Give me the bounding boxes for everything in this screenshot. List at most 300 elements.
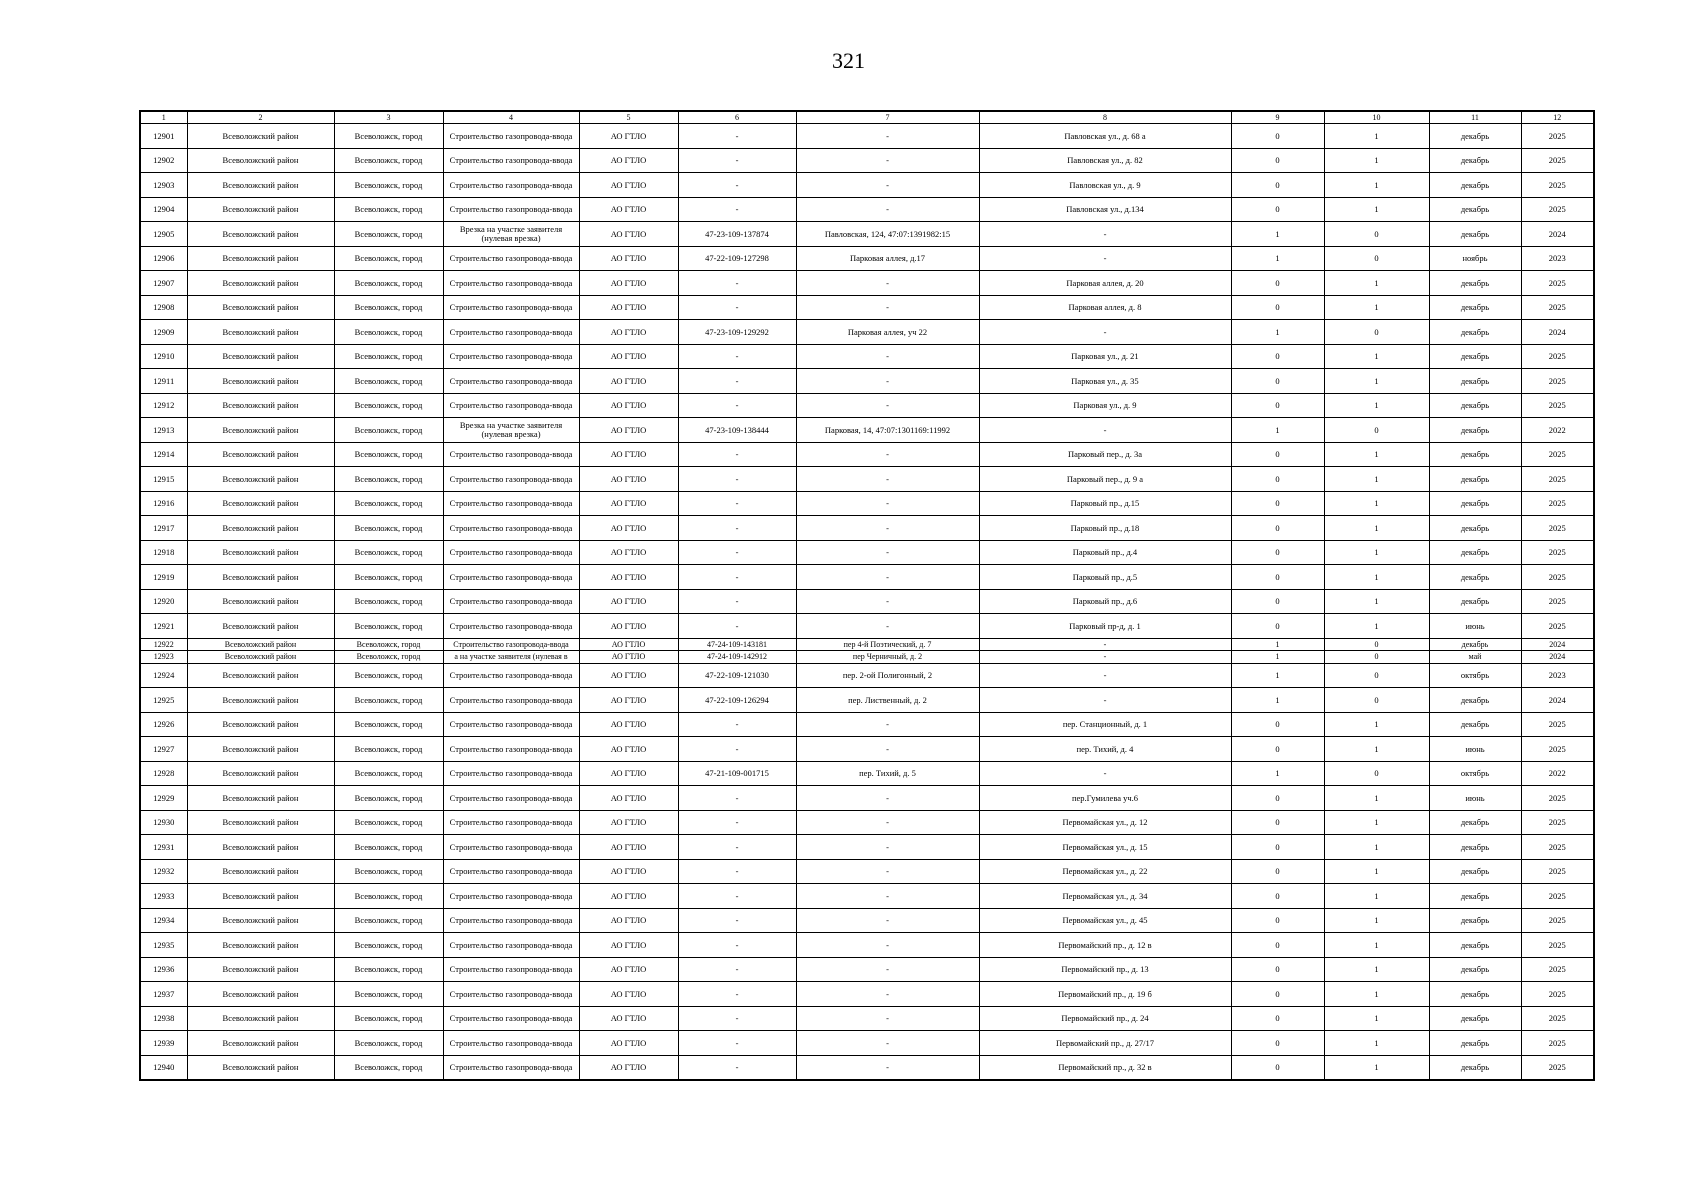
cell-count-b: 1 — [1324, 884, 1429, 909]
cell-applicant-address: - — [796, 933, 979, 958]
cell-count-a: 1 — [1231, 222, 1324, 247]
cell-row-number: 12934 — [140, 908, 187, 933]
table-row — [140, 1006, 1594, 1031]
table-row — [140, 651, 1594, 664]
cell-applicant-address: - — [796, 516, 979, 541]
cell-count-a: 1 — [1231, 688, 1324, 713]
cell-row-number: 12919 — [140, 565, 187, 590]
cell-applicant-address: - — [796, 295, 979, 320]
cell-object-address: Парковый пр., д.6 — [979, 589, 1231, 614]
cell-settlement: Всеволожск, город — [334, 859, 443, 884]
cell-work-type: Строительство газопровода-ввода — [443, 344, 579, 369]
cell-object-address: Парковая ул., д. 9 — [979, 393, 1231, 418]
cell-count-b: 1 — [1324, 737, 1429, 762]
cell-count-b: 1 — [1324, 344, 1429, 369]
cell-count-b: 1 — [1324, 810, 1429, 835]
cell-application-number: 47-23-109-137874 — [678, 222, 796, 247]
cell-district: Всеволожский район — [187, 859, 334, 884]
cell-count-a: 0 — [1231, 491, 1324, 516]
cell-application-number: - — [678, 589, 796, 614]
cell-month: октябрь — [1429, 761, 1521, 786]
cell-count-a: 0 — [1231, 516, 1324, 541]
cell-count-a: 1 — [1231, 418, 1324, 443]
cell-organization: АО ГТЛО — [579, 761, 678, 786]
cell-count-b: 1 — [1324, 957, 1429, 982]
cell-applicant-address: пер. 2-ой Полигонный, 2 — [796, 663, 979, 688]
table-row — [140, 197, 1594, 222]
cell-application-number: - — [678, 810, 796, 835]
cell-applicant-address: - — [796, 344, 979, 369]
cell-row-number: 12907 — [140, 271, 187, 296]
cell-count-a: 0 — [1231, 859, 1324, 884]
cell-application-number: - — [678, 835, 796, 860]
cell-work-type: Строительство газопровода-ввода — [443, 1006, 579, 1031]
cell-applicant-address: - — [796, 148, 979, 173]
cell-object-address: Парковая ул., д. 21 — [979, 344, 1231, 369]
column-number: 10 — [1324, 111, 1429, 124]
cell-count-a: 0 — [1231, 148, 1324, 173]
cell-object-address: пер. Тихий, д. 4 — [979, 737, 1231, 762]
cell-row-number: 12938 — [140, 1006, 187, 1031]
cell-count-b: 1 — [1324, 835, 1429, 860]
cell-organization: АО ГТЛО — [579, 908, 678, 933]
cell-settlement: Всеволожск, город — [334, 442, 443, 467]
table-row — [140, 982, 1594, 1007]
cell-applicant-address: - — [796, 565, 979, 590]
cell-object-address: Парковый пер., д. 3а — [979, 442, 1231, 467]
cell-count-b: 1 — [1324, 148, 1429, 173]
column-number: 4 — [443, 111, 579, 124]
cell-applicant-address: - — [796, 908, 979, 933]
cell-work-type: Строительство газопровода-ввода — [443, 884, 579, 909]
cell-work-type: Строительство газопровода-ввода — [443, 589, 579, 614]
cell-count-a: 0 — [1231, 369, 1324, 394]
cell-row-number: 12932 — [140, 859, 187, 884]
cell-district: Всеволожский район — [187, 467, 334, 492]
cell-month: декабрь — [1429, 516, 1521, 541]
cell-settlement: Всеволожск, город — [334, 761, 443, 786]
cell-object-address: Парковый пер., д. 9 а — [979, 467, 1231, 492]
cell-row-number: 12921 — [140, 614, 187, 639]
cell-district: Всеволожский район — [187, 320, 334, 345]
cell-count-b: 1 — [1324, 467, 1429, 492]
cell-object-address: Первомайский пр., д. 19 б — [979, 982, 1231, 1007]
cell-object-address: - — [979, 320, 1231, 345]
cell-count-a: 0 — [1231, 1031, 1324, 1056]
cell-count-a: 0 — [1231, 835, 1324, 860]
cell-organization: АО ГТЛО — [579, 222, 678, 247]
cell-district: Всеволожский район — [187, 638, 334, 651]
cell-row-number: 12928 — [140, 761, 187, 786]
table-row — [140, 418, 1594, 443]
cell-district: Всеволожский район — [187, 688, 334, 713]
cell-year: 2025 — [1521, 589, 1594, 614]
register-table — [139, 110, 1595, 1081]
cell-year: 2025 — [1521, 884, 1594, 909]
cell-application-number: - — [678, 393, 796, 418]
cell-district: Всеволожский район — [187, 1031, 334, 1056]
cell-month: декабрь — [1429, 589, 1521, 614]
cell-object-address: Парковая ул., д. 35 — [979, 369, 1231, 394]
cell-row-number: 12920 — [140, 589, 187, 614]
cell-district: Всеволожский район — [187, 369, 334, 394]
cell-application-number: - — [678, 1006, 796, 1031]
cell-work-type: Строительство газопровода-ввода — [443, 320, 579, 345]
cell-object-address: Первомайский пр., д. 32 в — [979, 1055, 1231, 1080]
cell-organization: АО ГТЛО — [579, 173, 678, 198]
cell-month: декабрь — [1429, 393, 1521, 418]
cell-object-address: - — [979, 222, 1231, 247]
cell-district: Всеволожский район — [187, 124, 334, 149]
table-row — [140, 467, 1594, 492]
cell-application-number: - — [678, 467, 796, 492]
cell-organization: АО ГТЛО — [579, 737, 678, 762]
cell-count-a: 0 — [1231, 737, 1324, 762]
cell-work-type: Строительство газопровода-ввода — [443, 516, 579, 541]
cell-organization: АО ГТЛО — [579, 614, 678, 639]
cell-organization: АО ГТЛО — [579, 565, 678, 590]
cell-application-number: - — [678, 1055, 796, 1080]
cell-row-number: 12911 — [140, 369, 187, 394]
cell-work-type: Строительство газопровода-ввода — [443, 835, 579, 860]
table-row — [140, 859, 1594, 884]
column-number: 11 — [1429, 111, 1521, 124]
cell-year: 2024 — [1521, 651, 1594, 664]
cell-settlement: Всеволожск, город — [334, 908, 443, 933]
cell-organization: АО ГТЛО — [579, 393, 678, 418]
cell-object-address: - — [979, 688, 1231, 713]
cell-organization: АО ГТЛО — [579, 957, 678, 982]
cell-applicant-address: Парковая аллея, д.17 — [796, 246, 979, 271]
cell-year: 2025 — [1521, 344, 1594, 369]
table-row — [140, 491, 1594, 516]
cell-count-b: 1 — [1324, 982, 1429, 1007]
cell-row-number: 12940 — [140, 1055, 187, 1080]
cell-count-b: 1 — [1324, 786, 1429, 811]
cell-row-number: 12912 — [140, 393, 187, 418]
cell-organization: АО ГТЛО — [579, 491, 678, 516]
cell-year: 2025 — [1521, 786, 1594, 811]
cell-count-b: 1 — [1324, 1055, 1429, 1080]
cell-row-number: 12904 — [140, 197, 187, 222]
cell-district: Всеволожский район — [187, 737, 334, 762]
table-row — [140, 295, 1594, 320]
column-number: 6 — [678, 111, 796, 124]
cell-district: Всеволожский район — [187, 712, 334, 737]
cell-count-b: 1 — [1324, 933, 1429, 958]
cell-district: Всеволожский район — [187, 933, 334, 958]
cell-month: декабрь — [1429, 859, 1521, 884]
cell-applicant-address: - — [796, 540, 979, 565]
cell-row-number: 12914 — [140, 442, 187, 467]
cell-year: 2024 — [1521, 638, 1594, 651]
cell-application-number: - — [678, 737, 796, 762]
cell-count-a: 0 — [1231, 197, 1324, 222]
table-row — [140, 1055, 1594, 1080]
cell-application-number: 47-21-109-001715 — [678, 761, 796, 786]
cell-year: 2025 — [1521, 516, 1594, 541]
cell-organization: АО ГТЛО — [579, 663, 678, 688]
cell-organization: АО ГТЛО — [579, 271, 678, 296]
cell-application-number: 47-24-109-143181 — [678, 638, 796, 651]
cell-year: 2025 — [1521, 369, 1594, 394]
cell-settlement: Всеволожск, город — [334, 982, 443, 1007]
cell-count-b: 1 — [1324, 491, 1429, 516]
cell-applicant-address: Павловская, 124, 47:07:1391982:15 — [796, 222, 979, 247]
cell-row-number: 12929 — [140, 786, 187, 811]
cell-organization: АО ГТЛО — [579, 344, 678, 369]
cell-application-number: 47-22-109-121030 — [678, 663, 796, 688]
cell-count-b: 1 — [1324, 197, 1429, 222]
cell-month: декабрь — [1429, 712, 1521, 737]
cell-month: декабрь — [1429, 1031, 1521, 1056]
cell-year: 2024 — [1521, 222, 1594, 247]
cell-settlement: Всеволожск, город — [334, 516, 443, 541]
cell-count-b: 0 — [1324, 246, 1429, 271]
cell-count-a: 0 — [1231, 810, 1324, 835]
cell-count-a: 1 — [1231, 663, 1324, 688]
cell-settlement: Всеволожск, город — [334, 884, 443, 909]
table-row — [140, 638, 1594, 651]
cell-count-b: 1 — [1324, 295, 1429, 320]
cell-work-type: Строительство газопровода-ввода — [443, 540, 579, 565]
cell-month: декабрь — [1429, 467, 1521, 492]
cell-row-number: 12937 — [140, 982, 187, 1007]
cell-settlement: Всеволожск, город — [334, 589, 443, 614]
cell-year: 2024 — [1521, 320, 1594, 345]
cell-count-a: 0 — [1231, 908, 1324, 933]
cell-applicant-address: пер. Лиственный, д. 2 — [796, 688, 979, 713]
cell-settlement: Всеволожск, город — [334, 1006, 443, 1031]
cell-year: 2022 — [1521, 418, 1594, 443]
cell-district: Всеволожский район — [187, 173, 334, 198]
cell-year: 2025 — [1521, 982, 1594, 1007]
cell-application-number: - — [678, 786, 796, 811]
cell-work-type: Строительство газопровода-ввода — [443, 908, 579, 933]
cell-work-type: Строительство газопровода-ввода — [443, 467, 579, 492]
cell-year: 2025 — [1521, 491, 1594, 516]
table-row — [140, 663, 1594, 688]
table-row — [140, 344, 1594, 369]
cell-row-number: 12927 — [140, 737, 187, 762]
cell-work-type: Строительство газопровода-ввода — [443, 271, 579, 296]
cell-applicant-address: - — [796, 369, 979, 394]
cell-month: декабрь — [1429, 810, 1521, 835]
cell-organization: АО ГТЛО — [579, 320, 678, 345]
cell-count-b: 1 — [1324, 124, 1429, 149]
cell-settlement: Всеволожск, город — [334, 810, 443, 835]
cell-applicant-address: - — [796, 737, 979, 762]
cell-object-address: Первомайская ул., д. 15 — [979, 835, 1231, 860]
cell-count-a: 0 — [1231, 295, 1324, 320]
cell-applicant-address: - — [796, 614, 979, 639]
cell-count-b: 1 — [1324, 1031, 1429, 1056]
cell-month: декабрь — [1429, 442, 1521, 467]
cell-application-number: 47-23-109-129292 — [678, 320, 796, 345]
cell-count-b: 1 — [1324, 565, 1429, 590]
cell-work-type: Строительство газопровода-ввода — [443, 1031, 579, 1056]
cell-count-a: 0 — [1231, 173, 1324, 198]
column-number: 12 — [1521, 111, 1594, 124]
cell-count-a: 0 — [1231, 884, 1324, 909]
cell-work-type: Строительство газопровода-ввода — [443, 393, 579, 418]
cell-year: 2025 — [1521, 614, 1594, 639]
cell-work-type: Строительство газопровода-ввода — [443, 859, 579, 884]
cell-application-number: 47-22-109-126294 — [678, 688, 796, 713]
table-row — [140, 786, 1594, 811]
cell-month: ноябрь — [1429, 246, 1521, 271]
cell-work-type: Строительство газопровода-ввода — [443, 638, 579, 651]
table-body — [140, 111, 1594, 1080]
cell-settlement: Всеволожск, город — [334, 688, 443, 713]
cell-work-type: Строительство газопровода-ввода — [443, 761, 579, 786]
cell-application-number: - — [678, 491, 796, 516]
cell-count-a: 0 — [1231, 589, 1324, 614]
cell-application-number: - — [678, 344, 796, 369]
cell-row-number: 12933 — [140, 884, 187, 909]
cell-settlement: Всеволожск, город — [334, 393, 443, 418]
cell-month: май — [1429, 651, 1521, 664]
cell-applicant-address: - — [796, 957, 979, 982]
cell-year: 2025 — [1521, 467, 1594, 492]
cell-settlement: Всеволожск, город — [334, 835, 443, 860]
cell-district: Всеволожский район — [187, 418, 334, 443]
cell-object-address: - — [979, 418, 1231, 443]
cell-work-type: Строительство газопровода-ввода — [443, 124, 579, 149]
cell-applicant-address: - — [796, 859, 979, 884]
cell-work-type: Строительство газопровода-ввода — [443, 173, 579, 198]
cell-organization: АО ГТЛО — [579, 1055, 678, 1080]
cell-year: 2025 — [1521, 859, 1594, 884]
cell-row-number: 12936 — [140, 957, 187, 982]
cell-settlement: Всеволожск, город — [334, 712, 443, 737]
cell-object-address: Павловская ул., д. 82 — [979, 148, 1231, 173]
cell-organization: АО ГТЛО — [579, 516, 678, 541]
cell-month: декабрь — [1429, 908, 1521, 933]
cell-applicant-address: - — [796, 712, 979, 737]
cell-month: декабрь — [1429, 320, 1521, 345]
cell-count-b: 0 — [1324, 638, 1429, 651]
cell-work-type: Строительство газопровода-ввода — [443, 712, 579, 737]
cell-count-a: 0 — [1231, 1055, 1324, 1080]
cell-count-a: 0 — [1231, 124, 1324, 149]
cell-district: Всеволожский район — [187, 1006, 334, 1031]
cell-month: декабрь — [1429, 295, 1521, 320]
cell-work-type: Врезка на участке заявителя (нулевая врезка) — [443, 222, 579, 247]
cell-count-b: 1 — [1324, 589, 1429, 614]
cell-object-address: Павловская ул., д. 68 а — [979, 124, 1231, 149]
cell-application-number: 47-23-109-138444 — [678, 418, 796, 443]
cell-object-address: Парковый пр., д.15 — [979, 491, 1231, 516]
cell-application-number: - — [678, 173, 796, 198]
cell-month: декабрь — [1429, 344, 1521, 369]
cell-month: декабрь — [1429, 884, 1521, 909]
cell-organization: АО ГТЛО — [579, 148, 678, 173]
cell-work-type: Строительство газопровода-ввода — [443, 491, 579, 516]
cell-application-number: - — [678, 516, 796, 541]
cell-row-number: 12915 — [140, 467, 187, 492]
cell-year: 2025 — [1521, 1006, 1594, 1031]
cell-count-b: 1 — [1324, 540, 1429, 565]
cell-applicant-address: - — [796, 982, 979, 1007]
cell-applicant-address: - — [796, 1031, 979, 1056]
cell-month: июнь — [1429, 614, 1521, 639]
cell-year: 2025 — [1521, 565, 1594, 590]
column-number: 2 — [187, 111, 334, 124]
table-row — [140, 933, 1594, 958]
cell-object-address: Первомайский пр., д. 13 — [979, 957, 1231, 982]
cell-year: 2025 — [1521, 908, 1594, 933]
cell-district: Всеволожский район — [187, 614, 334, 639]
cell-count-b: 0 — [1324, 651, 1429, 664]
cell-object-address: Первомайская ул., д. 45 — [979, 908, 1231, 933]
cell-month: декабрь — [1429, 540, 1521, 565]
cell-month: декабрь — [1429, 1006, 1521, 1031]
cell-month: декабрь — [1429, 933, 1521, 958]
cell-organization: АО ГТЛО — [579, 859, 678, 884]
table-row — [140, 271, 1594, 296]
cell-work-type: Строительство газопровода-ввода — [443, 663, 579, 688]
cell-row-number: 12925 — [140, 688, 187, 713]
cell-count-a: 0 — [1231, 393, 1324, 418]
cell-count-b: 1 — [1324, 393, 1429, 418]
cell-row-number: 12903 — [140, 173, 187, 198]
table-row — [140, 810, 1594, 835]
cell-count-b: 1 — [1324, 173, 1429, 198]
cell-count-b: 1 — [1324, 908, 1429, 933]
cell-organization: АО ГТЛО — [579, 835, 678, 860]
table-row — [140, 589, 1594, 614]
cell-count-b: 0 — [1324, 320, 1429, 345]
cell-count-a: 0 — [1231, 442, 1324, 467]
cell-object-address: Первомайская ул., д. 34 — [979, 884, 1231, 909]
cell-work-type: Строительство газопровода-ввода — [443, 442, 579, 467]
cell-month: декабрь — [1429, 1055, 1521, 1080]
cell-district: Всеволожский район — [187, 884, 334, 909]
cell-year: 2025 — [1521, 712, 1594, 737]
cell-settlement: Всеволожск, город — [334, 124, 443, 149]
cell-count-a: 0 — [1231, 614, 1324, 639]
cell-organization: АО ГТЛО — [579, 810, 678, 835]
cell-row-number: 12901 — [140, 124, 187, 149]
cell-organization: АО ГТЛО — [579, 124, 678, 149]
cell-district: Всеволожский район — [187, 589, 334, 614]
cell-applicant-address: - — [796, 173, 979, 198]
cell-year: 2025 — [1521, 442, 1594, 467]
cell-work-type: Строительство газопровода-ввода — [443, 1055, 579, 1080]
cell-work-type: Строительство газопровода-ввода — [443, 933, 579, 958]
cell-year: 2025 — [1521, 295, 1594, 320]
cell-object-address: - — [979, 638, 1231, 651]
cell-application-number: - — [678, 442, 796, 467]
cell-month: декабрь — [1429, 197, 1521, 222]
table-row — [140, 761, 1594, 786]
cell-month: декабрь — [1429, 638, 1521, 651]
table-row — [140, 393, 1594, 418]
cell-district: Всеволожский район — [187, 491, 334, 516]
cell-work-type: Строительство газопровода-ввода — [443, 197, 579, 222]
cell-year: 2025 — [1521, 933, 1594, 958]
cell-applicant-address: - — [796, 467, 979, 492]
cell-object-address: Первомайская ул., д. 22 — [979, 859, 1231, 884]
cell-month: декабрь — [1429, 173, 1521, 198]
cell-organization: АО ГТЛО — [579, 418, 678, 443]
table-row — [140, 540, 1594, 565]
table-row — [140, 957, 1594, 982]
cell-work-type: Строительство газопровода-ввода — [443, 565, 579, 590]
cell-applicant-address: - — [796, 884, 979, 909]
cell-application-number: - — [678, 712, 796, 737]
